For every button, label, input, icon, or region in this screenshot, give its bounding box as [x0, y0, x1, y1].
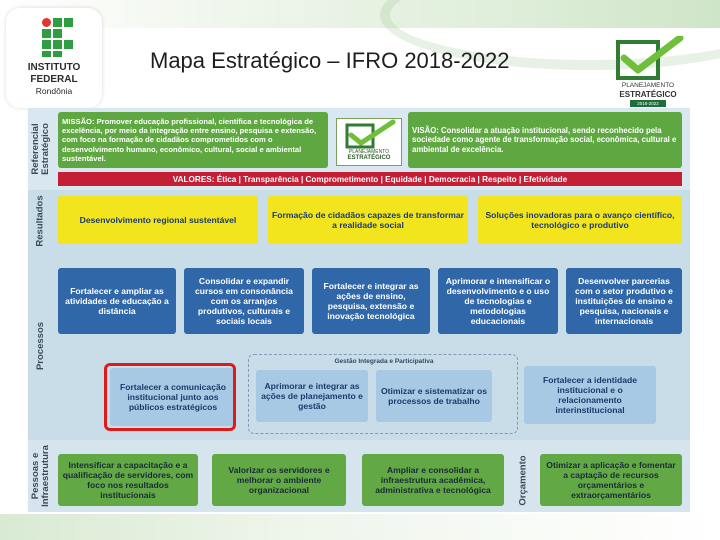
missao-box: MISSÃO: Promover educação profissional, científica e tecnológica de excelência, por meio da integração entre ensino, pesquisa e extensão, com foco na formação de cidadãos comprometidos com o desenvolvimento humano, econômico, cultural, social e ambiental sustentável. — [58, 112, 328, 168]
resultado-3: Soluções inovadoras para o avanço científico, tecnológico e produtivo — [478, 196, 682, 244]
processo-bottom-1: Fortalecer a comunicação institucional junto aos públicos estratégicos — [110, 368, 236, 426]
pessoas-3: Ampliar e consolidar a infraestrutura acadêmica, administrativa e tecnológica — [362, 454, 504, 506]
planejamento-logo-line2: ESTRATÉGICO — [619, 90, 677, 99]
processo-top-4: Aprimorar e intensificar o desenvolvimento e o uso de tecnologias e metodologias educacionais — [438, 268, 558, 334]
ifro-logo-line1: INSTITUTO — [27, 62, 81, 73]
processo-bottom-4: Fortalecer a identidade institucional e o relacionamento interinstitucional — [524, 366, 656, 424]
checkmark-icon — [610, 36, 686, 82]
ifro-logo-line3: Rondônia — [35, 86, 73, 96]
pessoas-2: Valorizar os servidores e melhorar o ambiente organizacional — [212, 454, 346, 506]
planejamento-logo — [610, 36, 686, 108]
processo-bottom-2: Aprimorar e integrar as ações de planejamento e gestão — [256, 370, 368, 422]
section-label-orcamento: Orçamento — [517, 454, 529, 506]
processo-top-2: Consolidar e expandir cursos em consonância com os arranjos produtivos, culturais e sociais locais — [184, 268, 304, 334]
processo-bottom-3: Otimizar e sistematizar os processos de trabalho — [376, 370, 492, 422]
ifro-logo-grid-icon — [42, 18, 74, 58]
planejamento-logo-line1: PLANEJAMENTO — [621, 82, 675, 89]
highlight-frame — [104, 363, 236, 431]
slide-bottom-decoration — [0, 514, 720, 540]
section-label-pessoas: Pessoas e Infraestrutura — [30, 445, 52, 507]
strategic-map — [28, 108, 690, 512]
section-label-processos: Processos — [35, 321, 46, 371]
mid-logo-line2: ESTRATÉGICO — [347, 155, 391, 161]
ifro-logo-line2: FEDERAL — [30, 74, 78, 85]
planejamento-logo-badge: 2018-2022 — [630, 100, 666, 107]
resultado-1: Desenvolvimento regional sustentável — [58, 196, 258, 244]
visao-box: VISÃO: Consolidar a atuação institucional, sendo reconhecido pela sociedade como agente de transformação social, econômica, cultural e ambiental de excelência. — [408, 112, 682, 168]
section-label-referencial: Referencial Estratégico — [30, 123, 52, 175]
processo-top-1: Fortalecer e ampliar as atividades de educação a distância — [58, 268, 176, 334]
gestao-integrada-label: Gestão Integrada e Participativa — [334, 358, 434, 365]
processo-top-3: Fortalecer e integrar as ações de ensino, pesquisa, extensão e inovação tecnológica — [312, 268, 430, 334]
valores-bar: VALORES: Ética | Transparência | Comprometimento | Equidade | Democracia | Respeito | Efetividade — [58, 172, 682, 186]
resultado-2: Formação de cidadãos capazes de transformar a realidade social — [268, 196, 468, 244]
mid-logo-line1: PLANEJAMENTO — [348, 149, 390, 155]
pessoas-1: Intensificar a capacitação e a qualificação de servidores, com foco nos resultados institucionais — [58, 454, 198, 506]
mid-planejamento-logo — [336, 118, 402, 166]
ifro-logo — [6, 8, 102, 108]
mid-checkmark-icon — [337, 119, 401, 149]
section-label-resultados: Resultados — [35, 195, 46, 247]
processo-top-5: Desenvolver parcerias com o setor produtivo e instituições de ensino e pesquisa, nacionais e internacionais — [566, 268, 682, 334]
slide-title: Mapa Estratégico – IFRO 2018-2022 — [150, 48, 510, 73]
orcamento-1: Otimizar a aplicação e fomentar a captação de recursos orçamentários e extraorçamentários — [540, 454, 682, 506]
